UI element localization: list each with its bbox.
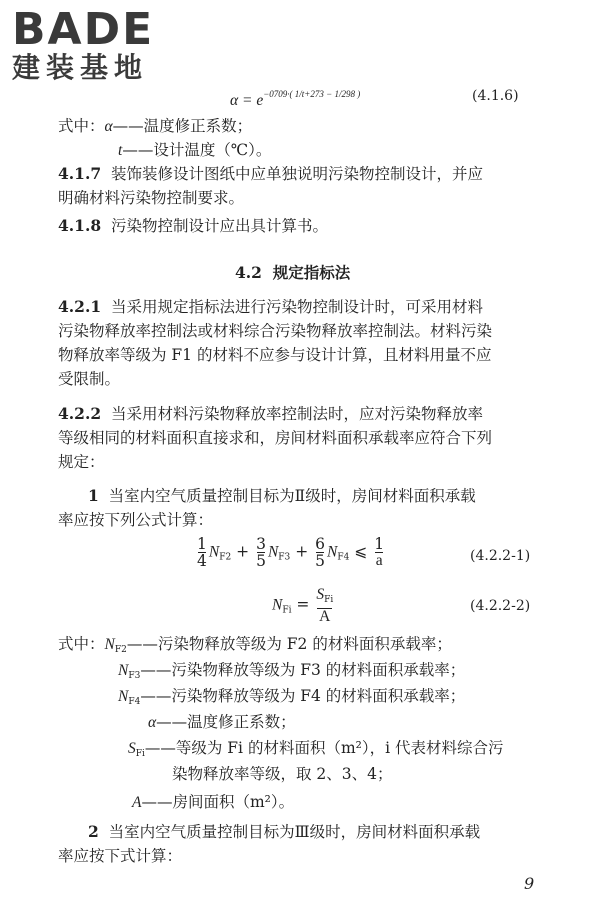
clause-number: 4.2.2 [58, 404, 102, 423]
equation-number: (4.1.6) [472, 88, 519, 104]
subscript: Fi [282, 605, 292, 616]
where-item-cont: 染物释放率等级，取 2、3、4； [172, 765, 393, 783]
clause-text: 当采用材料污染物释放率控制法时，应对污染物释放率 [111, 405, 484, 423]
definition-t: ——设计温度（℃）。 [122, 141, 272, 159]
variable: N [267, 543, 279, 561]
item-text: 当室内空气质量控制目标为Ⅱ级时，房间材料面积承载 [108, 487, 476, 505]
logo [12, 4, 192, 84]
where-item: α——温度修正系数； [148, 713, 296, 731]
operator: + [295, 542, 309, 561]
subscript: F4 [337, 552, 350, 563]
variable: N [327, 543, 338, 561]
item-text: 当室内空气质量控制目标为Ⅲ级时，房间材料面积承载 [108, 823, 481, 841]
where-clause-t [118, 140, 271, 161]
where-item: A——房间面积（m²）。 [132, 793, 295, 811]
section-number: 4.2 [235, 263, 262, 282]
clause-4-1-8 [58, 216, 328, 236]
fraction: $\frac{S_{Fi}}{A}$ [316, 586, 334, 625]
symbol-alpha: α [104, 118, 113, 135]
definition-alpha: ——温度修正系数； [112, 117, 253, 135]
subscript: F3 [278, 552, 291, 563]
fraction: $\frac{6}{5}$ [315, 535, 326, 570]
clause-4-1-7 [58, 164, 483, 184]
item-1 [88, 486, 476, 506]
equation-number: (4.2.2-2) [470, 598, 531, 614]
where-clause-alpha [58, 116, 252, 137]
clause-4-2-1-line: 受限制。 [58, 370, 121, 388]
clause-number: 4.1.7 [58, 164, 102, 183]
where-item: $N_{F3}——$污染物释放等级为 F3 的材料面积承载率； [118, 661, 466, 681]
clause-4-2-2 [58, 404, 483, 424]
symbol-t: t [118, 142, 123, 159]
where-prefix: 式中： [58, 117, 105, 135]
where-item: $N_{F4}——$污染物释放等级为 F4 的材料面积承载率； [118, 687, 466, 707]
clause-4-2-2-line: 规定： [58, 453, 105, 471]
clause-4-2-2-line: 等级相同的材料面积直接求和，房间材料面积承载率应符合下列 [58, 429, 493, 447]
item-1-line: 率应按下列公式计算： [58, 511, 214, 529]
equation-4-2-2-2 [272, 586, 335, 625]
clause-text: 污染物控制设计应出具计算书。 [111, 217, 329, 235]
item-number: 1 [88, 486, 99, 505]
eq-416-exponent: −0709·( 1/t+273 − 1/298 ) [263, 89, 361, 99]
clause-number: 4.2.1 [58, 297, 102, 316]
section-heading [235, 261, 350, 283]
item-2-line: 率应按下式计算： [58, 847, 183, 865]
section-title: 规定指标法 [272, 263, 351, 282]
subscript: F2 [219, 552, 232, 563]
fraction: $\frac{1}{4}$ [197, 535, 207, 570]
clause-text: 当采用规定指标法进行污染物控制设计时，可采用材料 [111, 298, 484, 316]
variable: N [208, 543, 220, 561]
equation-4-2-2-1 [195, 536, 386, 569]
clause-4-2-1-line: 污染物释放率控制法或材料综合污染物释放率控制法。材料污染 [58, 322, 493, 340]
item-2 [88, 822, 480, 842]
clause-number: 4.1.8 [58, 216, 102, 235]
clause-4-2-1 [58, 297, 483, 317]
clause-text: 装饰装修设计图纸中应单独说明污染物控制设计，并应 [111, 165, 484, 183]
eq-416-lhs: α = e [230, 92, 264, 109]
equation-number: (4.2.2-1) [470, 548, 531, 564]
where-item: $S_{Fi}——$等级为 Fi 的材料面积（m²），i 代表材料综合污 [128, 739, 504, 759]
fraction: $\frac{3}{5}$ [256, 535, 266, 570]
variable: N [272, 596, 283, 614]
item-number: 2 [88, 822, 99, 841]
clause-4-1-7-cont: 明确材料污染物控制要求。 [58, 189, 245, 207]
operator: + [236, 542, 250, 561]
where-item: 式中：$N_{F2}——$污染物释放等级为 F2 的材料面积承载率； [58, 635, 452, 655]
logo-subtitle: 建装基地 [12, 51, 149, 84]
clause-4-2-1-line: 物释放率等级为 F1 的材料不应参与设计计算，且材料用量不应 [58, 346, 492, 364]
page-number: 9 [524, 874, 535, 893]
logo-brand: BADE [12, 4, 155, 55]
operator: ⩽ [354, 542, 368, 561]
fraction: $\frac{1}{a}$ [374, 535, 385, 569]
where-prefix: 式中： [58, 635, 105, 653]
operator: = [296, 595, 310, 614]
equation-4-1-6 [230, 84, 360, 111]
